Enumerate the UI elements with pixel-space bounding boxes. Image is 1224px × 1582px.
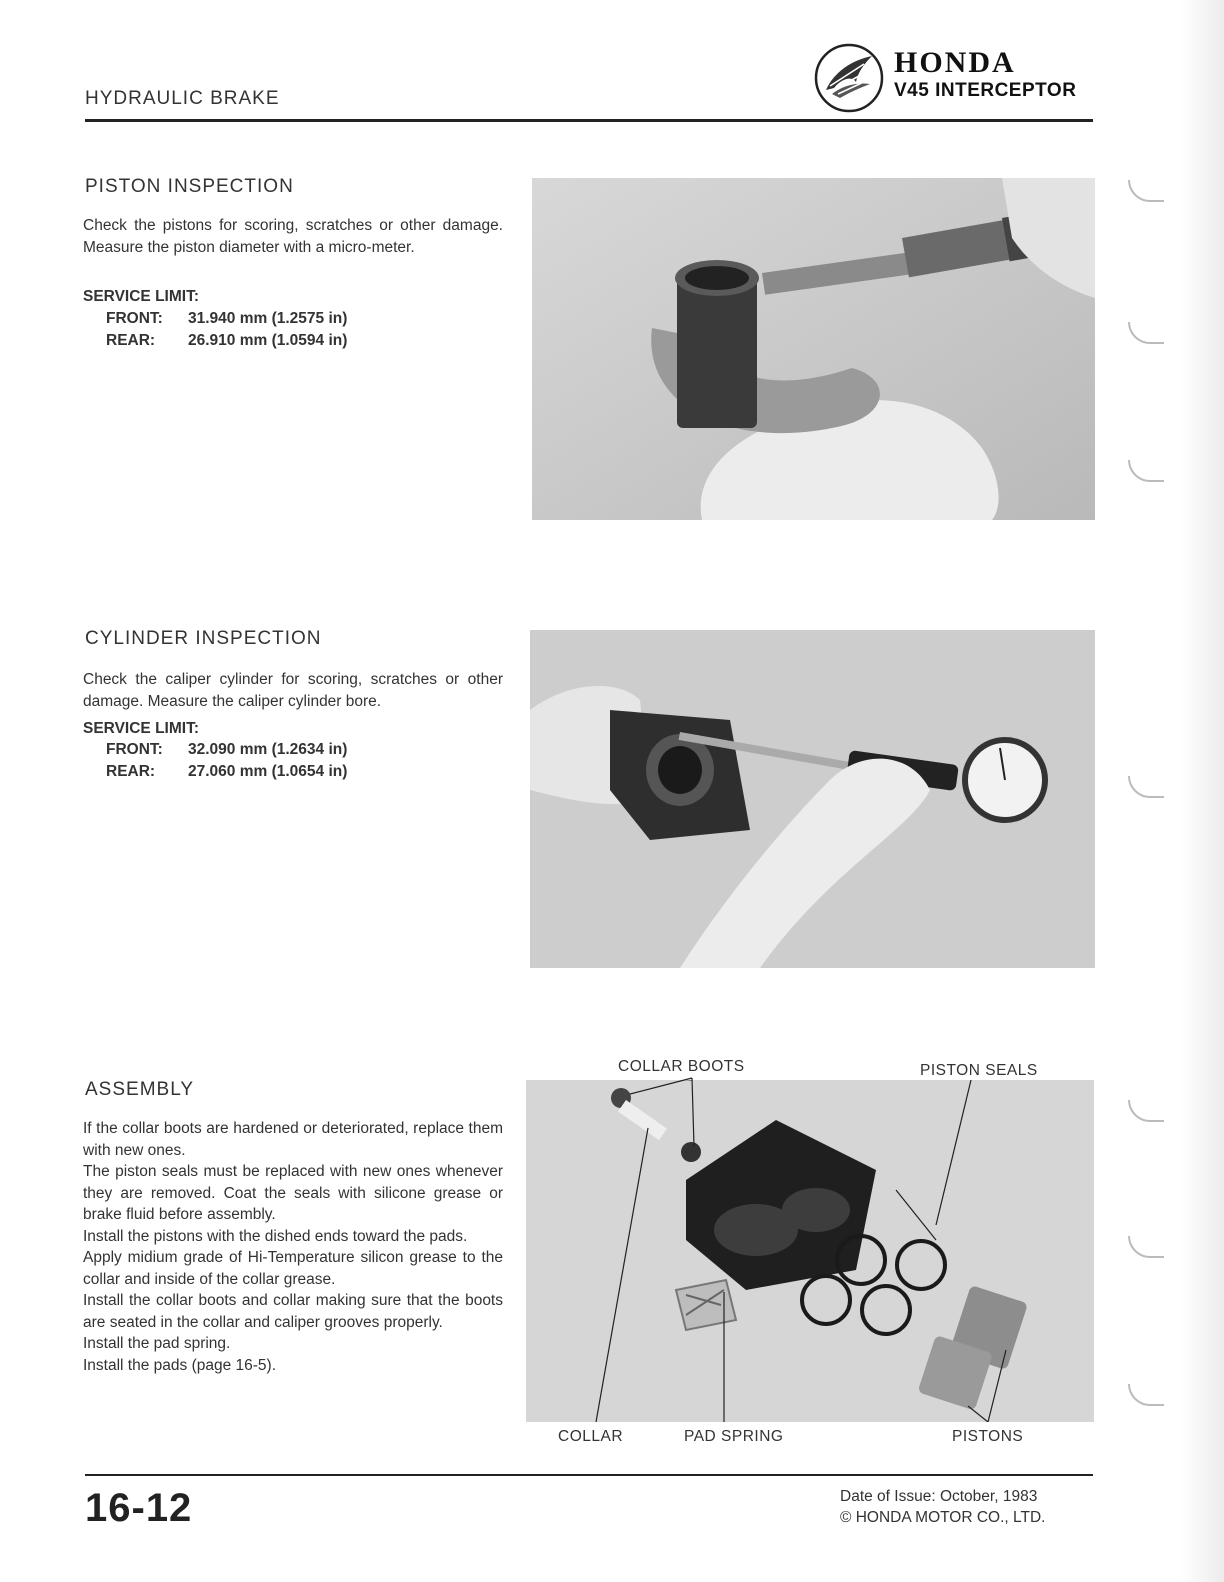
binder-mark <box>1128 1384 1164 1406</box>
binder-mark <box>1128 1100 1164 1122</box>
front-value: 31.940 mm (1.2575 in) <box>188 310 348 327</box>
binder-mark <box>1128 1236 1164 1258</box>
copyright: © HONDA MOTOR CO., LTD. <box>840 1509 1046 1526</box>
callout-pad-spring: PAD SPRING <box>684 1428 784 1445</box>
binder-mark <box>1128 776 1164 798</box>
footer-rule <box>85 1474 1093 1476</box>
assembly-line: Install the pistons with the dished ends toward the pads. <box>83 1227 468 1245</box>
header-rule <box>85 119 1093 122</box>
cylinder-service-limit-label: SERVICE LIMIT: <box>83 720 199 737</box>
assembly-line: The piston seals must be replaced with new ones whenever they are removed. Coat the seals with silicone grease or brake fluid before assembly. <box>83 1163 503 1223</box>
assembly-text <box>83 1118 503 1376</box>
assembly-line: Install the collar boots and collar making sure that the boots are seated in the collar and caliper grooves properly. <box>83 1292 503 1331</box>
piston-front-limit <box>106 310 347 328</box>
cylinder-inspection-text <box>83 669 503 712</box>
assembly-title: ASSEMBLY <box>85 1079 195 1100</box>
piston-service-limit-label: SERVICE LIMIT: <box>83 288 199 305</box>
piston-rear-limit <box>106 332 347 350</box>
front-value: 32.090 mm (1.2634 in) <box>188 741 348 758</box>
cylinder-inspection-title: CYLINDER INSPECTION <box>85 628 322 649</box>
front-label: FRONT: <box>106 741 163 758</box>
model-name: V45 INTERCEPTOR <box>894 80 1077 101</box>
rear-label: REAR: <box>106 763 156 780</box>
assembly-line: Install the pad spring. <box>83 1335 231 1352</box>
callout-collar: COLLAR <box>558 1428 624 1445</box>
cylinder-text: Check the caliper cylinder for scoring, scratches or other damage. Measure the caliper cylinder bore. <box>83 671 503 710</box>
brand-name: HONDA <box>894 46 1016 79</box>
binder-mark <box>1128 322 1164 344</box>
cylinder-front-limit <box>106 741 347 759</box>
piston-text: Check the pistons for scoring, scratches or other damage. Measure the piston diameter with a micro-meter. <box>83 217 503 256</box>
piston-micrometer-photo <box>532 178 1095 520</box>
honda-wing-icon <box>812 42 886 114</box>
callout-pistons: PISTONS <box>952 1428 1024 1445</box>
rear-label: REAR: <box>106 332 156 349</box>
piston-inspection-text <box>83 215 503 258</box>
section-header: HYDRAULIC BRAKE <box>85 88 280 109</box>
binder-mark <box>1128 180 1164 202</box>
page-edge <box>1180 0 1224 1582</box>
piston-inspection-title: PISTON INSPECTION <box>85 176 294 197</box>
cylinder-rear-limit <box>106 763 347 781</box>
issue-date: Date of Issue: October, 1983 <box>840 1488 1038 1505</box>
front-label: FRONT: <box>106 310 163 327</box>
issue-block <box>840 1486 1045 1528</box>
callout-collar-boots: COLLAR BOOTS <box>618 1058 745 1075</box>
collar-boots-leader <box>600 1074 720 1154</box>
assembly-line: Apply midium grade of Hi-Temperature silicon grease to the collar and inside of the collar grease. <box>83 1249 503 1288</box>
callout-piston-seals: PISTON SEALS <box>920 1062 1038 1079</box>
cylinder-bore-gauge-photo <box>530 630 1095 968</box>
page-number: 16-12 <box>85 1486 193 1530</box>
binder-mark <box>1128 460 1164 482</box>
assembly-line: Install the pads (page 16-5). <box>83 1356 277 1374</box>
rear-value: 26.910 mm (1.0594 in) <box>188 332 348 349</box>
rear-value: 27.060 mm (1.0654 in) <box>188 763 348 780</box>
brand-block <box>812 42 1102 114</box>
assembly-line: If the collar boots are hardened or deteriorated, replace them with new ones. <box>83 1120 503 1159</box>
